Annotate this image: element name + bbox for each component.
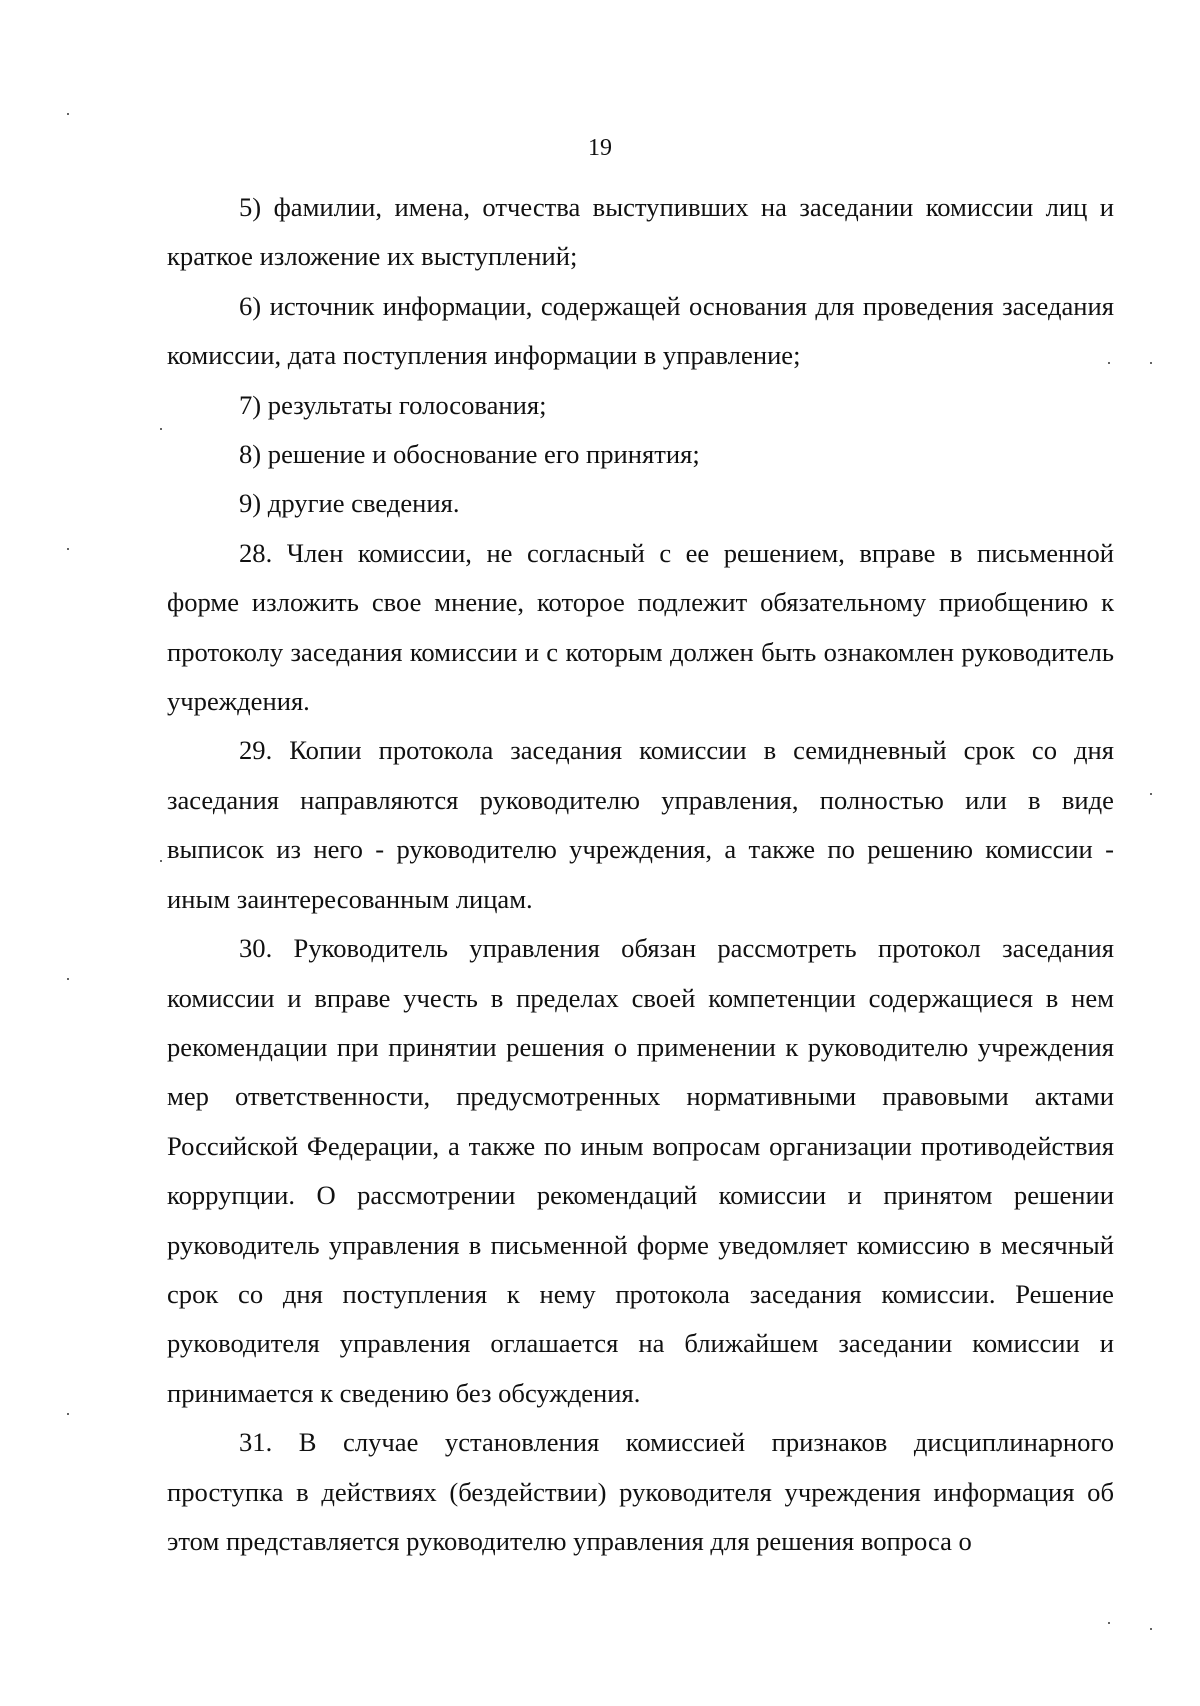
scan-speck [67,1413,69,1415]
paragraph-31: 31. В случае установления комиссией признаков дисциплинарного проступка в действиях (бездействии) руководителя учреждения информация об этом представляется руководителю управления для решения вопроса о [167,1427,1114,1556]
paragraph-item-7: 7) результаты голосования; [239,389,547,420]
scan-speck [1150,793,1152,795]
scan-speck [160,860,162,862]
scan-speck [67,978,69,980]
scan-speck [1150,362,1152,364]
scan-speck [67,113,69,115]
scan-speck [1108,1622,1110,1624]
paragraph-item-5: 5) фамилии, имена, отчества выступивших на заседании комиссии лиц и краткое изложение их выступлений; [167,192,1114,272]
paragraph-30: 30. Руководитель управления обязан рассмотреть протокол заседания комиссии и вправе учесть в пределах своей компетенции содержащиеся в нем рекомендации при принятии решения о применении к руководителю учреждения мер ответственности, предусмотренных нормативными правовыми актами Российской Федерации, а также по иным вопросам организации противодействия коррупции. О рассмотрении рекомендаций комиссии и принятом решении руководитель управления в письменной форме уведомляет комиссию в месячный срок со дня поступления к нему протокола заседания комиссии. Решение руководителя управления оглашается на ближайшем заседании комиссии и принимается к сведению без обсуждения. [167,933,1114,1408]
document-body [167,183,1114,1566]
paragraph-item-6: 6) источник информации, содержащей основания для проведения заседания комиссии, дата поступления информации в управление; [167,290,1114,371]
paragraph-28: 28. Член комиссии, не согласный с ее решением, вправе в письменной форме изложить свое мнение, которое подлежит обязательному приобщению к протоколу заседания комиссии и с которым должен быть ознакомлен руководитель учреждения. [167,537,1114,717]
paragraph-item-8: 8) решение и обоснование его принятия; [239,439,700,470]
scan-speck [160,428,162,430]
paragraph-item-9: 9) другие сведения. [239,488,460,519]
page-number: 19 [588,135,612,161]
scan-speck [1150,1628,1152,1630]
scan-speck [67,548,69,550]
paragraph-29: 29. Копии протокола заседания комиссии в семидневный срок со дня заседания направляются руководителю управления, полностью или в виде выписок из него - руководителю учреждения, а также по решению комиссии - иным заинтересованным лицам. [167,735,1114,914]
scan-speck [1108,362,1110,364]
